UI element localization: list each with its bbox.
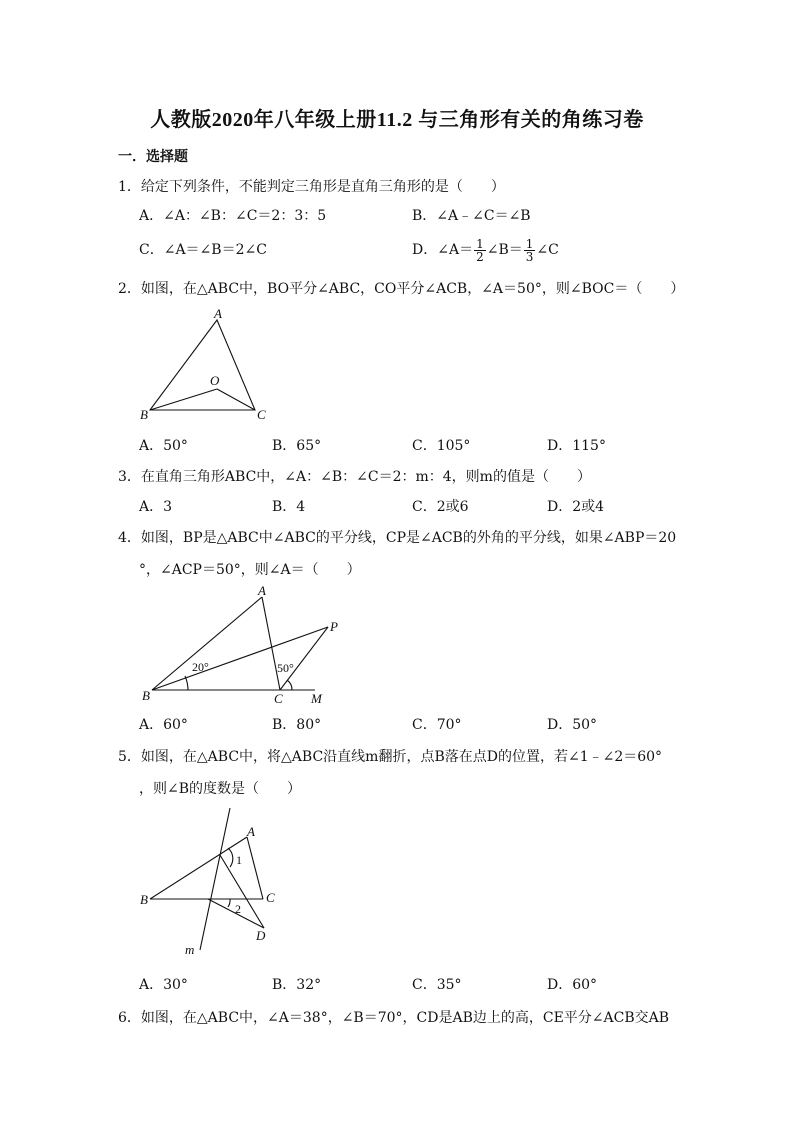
question-2-text: 2．如图，在△ABC中，BO平分∠ABC，CO平分∠ACB，∠A＝50°，则∠BOC＝（ ） — [118, 281, 685, 297]
question-4-text-line1: 4．如图，BP是△ABC中∠ABC的平分线，CP是∠ACB的外角的平分线，如果∠ABP＝20 — [118, 530, 677, 546]
question-4-option-d: D．50° — [547, 717, 598, 733]
question-2-option-a: A．50° — [139, 438, 188, 454]
question-3-option-a: A．3 — [139, 499, 173, 515]
question-3-option-c: C．2或6 — [412, 499, 469, 515]
question-1-text: 1．给定下列条件，不能判定三角形是直角三角形的是（ ） — [118, 179, 505, 195]
question-5-option-b: B．32° — [272, 977, 322, 993]
angle-label-20: 20° — [192, 660, 209, 674]
question-1-option-b: B．∠A﹣∠C＝∠B — [412, 208, 531, 224]
question-4-text-line2: °，∠ACP＝50°，则∠A＝（ ） — [139, 562, 361, 578]
question-1-option-d: D．∠A＝ $\frac{1}{2}$ ∠B＝ $\frac{1}{3}$ ∠C — [412, 236, 559, 264]
question-5-option-d: D．60° — [547, 977, 598, 993]
question-5-text-line2: ，则∠B的度数是（ ） — [139, 781, 302, 797]
question-5-option-c: C．35° — [412, 977, 462, 993]
label-c: C — [266, 890, 275, 905]
label-c: C — [274, 691, 283, 706]
label-c: C — [257, 407, 266, 422]
figure-triangle-bisectors — [130, 305, 290, 425]
label-b: B — [140, 892, 148, 907]
question-3-option-b: B．4 — [272, 499, 306, 515]
page-title: 人教版2020年八年级上册11.2 与三角形有关的角练习卷 — [150, 109, 644, 131]
question-5-option-a: A．30° — [139, 977, 188, 993]
label-m: m — [185, 942, 195, 957]
question-2-option-d: D．115° — [547, 438, 606, 454]
section-heading: 一．选择题 — [118, 149, 188, 165]
label-a: A — [258, 583, 266, 598]
question-1-option-a: A．∠A：∠B：∠C＝2：3：5 — [139, 208, 327, 224]
question-4-option-c: C．70° — [412, 717, 462, 733]
angle-label-2: 2 — [235, 902, 241, 916]
angle-label-50: 50° — [277, 661, 294, 675]
question-5-text-line1: 5．如图，在△ABC中，将△ABC沿直线m翻折，点B落在点D的位置，若∠1﹣∠2＝60° — [118, 749, 663, 765]
question-2-option-b: B．65° — [272, 438, 322, 454]
label-m: M — [311, 691, 322, 706]
figure-exterior-bisector — [130, 585, 360, 710]
question-3-text: 3．在直角三角形ABC中，∠A：∠B：∠C＝2：m：4，则m的值是（ ） — [118, 469, 591, 485]
question-6-text: 6．如图，在△ABC中，∠A＝38°，∠B＝70°，CD是AB边上的高，CE平分∠ACB交AB — [118, 1010, 670, 1026]
label-p: P — [330, 619, 338, 634]
question-2-option-c: C．105° — [412, 438, 471, 454]
fraction-one-third: $\frac{1}{3}$ — [525, 236, 534, 264]
question-4-option-b: B．80° — [272, 717, 322, 733]
fraction-one-half: $\frac{1}{2}$ — [476, 236, 484, 264]
label-a: A — [247, 824, 255, 839]
question-1-option-c: C．∠A＝∠B＝2∠C — [139, 242, 267, 258]
label-d: D — [256, 928, 266, 943]
question-3-option-d: D．2或4 — [547, 499, 605, 515]
question-4-option-a: A．60° — [139, 717, 188, 733]
label-b: B — [142, 688, 150, 703]
figure-fold-triangle — [130, 808, 300, 958]
label-b: B — [140, 407, 148, 422]
label-o: O — [210, 373, 220, 388]
label-a: A — [214, 306, 222, 321]
angle-label-1: 1 — [236, 853, 242, 867]
